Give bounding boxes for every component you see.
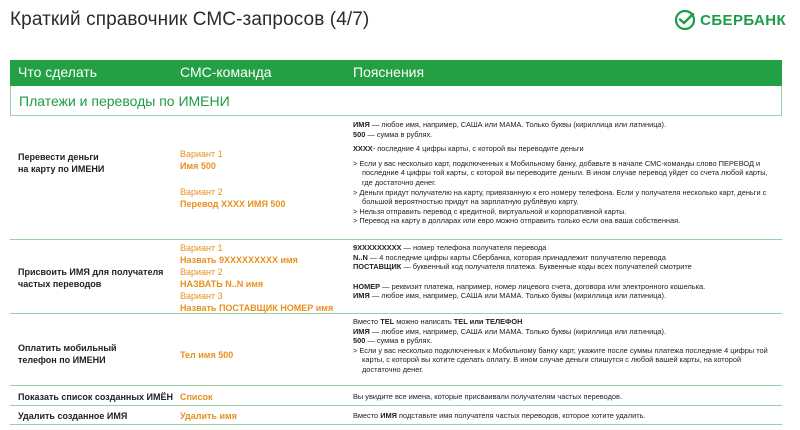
note-line: > Если у вас несколько карт, подключенных к Мобильному банку, добавьте в начале СМС-команды слово ПЕРЕВОД и последние 4 цифры той карты, с которой вы переводите деньги. В ином случае перевод уйдет со счета любой карты, где достаточно денег.: [353, 158, 768, 187]
note-line: НОМЕР — реквизит платежа, например, номер лицевого счета, договора или электронного кошелька.: [353, 281, 706, 291]
note-line: ИМЯ — любое имя, например, САША или МАМА. Только буквы (кириллица или латиница).: [353, 291, 667, 301]
notes-cell: [353, 392, 778, 402]
header-command: СМС-команда: [180, 64, 272, 80]
variant-label: Вариант 3: [180, 291, 223, 301]
sms-command: Удалить имя: [180, 411, 237, 421]
variant-label: Вариант 1: [180, 149, 223, 159]
note-line: ИМЯ — любое имя, например, САША или МАМА. Только буквы (кириллица или латиница).: [353, 120, 667, 129]
sms-command: НАЗВАТЬ N..N имя: [180, 279, 264, 289]
action-cell: [18, 266, 163, 290]
variant-label: Вариант 2: [180, 187, 223, 197]
variant-label: Вариант 2: [180, 267, 223, 277]
note-line: 9XXXXXXXXX — номер телефона получателя перевода: [353, 243, 547, 252]
note-line: > Деньги придут получателю на карту, привязанную к его номеру телефона. Если у получателя несколько карт, деньги с большой вероятностью придут на зарплатную рублёвую карту.: [353, 187, 767, 207]
note-line: 500 — сумма в рублях.: [353, 336, 433, 346]
page-title: Краткий справочник СМС-запросов (4/7): [10, 9, 370, 30]
notes-cell: [353, 120, 778, 226]
notes-cell: [353, 317, 778, 375]
variant-label: Вариант 1: [180, 243, 223, 253]
sms-command: Перевод XXXX ИМЯ 500: [180, 199, 286, 209]
note-line: 500 — сумма в рублях.: [353, 129, 433, 139]
action-text: Присвоить ИМЯ для получателя: [18, 267, 164, 277]
sberbank-logo-icon: [675, 10, 695, 30]
section-label: Платежи и переводы по ИМЕНИ: [19, 93, 230, 109]
notes-cell: [353, 243, 778, 301]
note-line: Вместо ИМЯ подставьте имя получателя частых переводов, которое хотите удалить.: [353, 411, 646, 420]
header-notes: Пояснения: [353, 64, 425, 80]
header-action: Что сделать: [18, 64, 98, 80]
table-row: [10, 406, 782, 425]
table-row: [10, 240, 782, 314]
note-line: > Нельзя отправить перевод с кредитной, виртуальной и корпоративной карты.: [353, 206, 627, 216]
note-line: XXXX- последние 4 цифры карты, с которой вы переводите деньги: [353, 144, 584, 154]
action-cell: [18, 391, 173, 403]
action-cell: [18, 342, 117, 366]
note-line: ПОСТАВЩИК — буквенный код получателя платежа. Буквенные коды всех получателей смотрите: [353, 262, 692, 272]
action-cell: [18, 410, 127, 422]
action-text: Перевести деньги: [18, 152, 99, 162]
action-text: на карту по ИМЕНИ: [18, 164, 105, 174]
table-header: [10, 60, 782, 86]
sms-command: Назвать 9XXXXXXXXX имя: [180, 255, 298, 265]
sms-command: Тел имя 500: [180, 350, 234, 360]
action-text: Оплатить мобильный: [18, 343, 117, 353]
note-line: N..N — 4 последние цифры карты Сбербанка, которая принадлежит получателю перевода: [353, 252, 666, 262]
table-row: [10, 117, 782, 240]
action-cell: [18, 151, 104, 175]
action-text: телефон по ИМЕНИ: [18, 355, 106, 365]
note-line: Вы увидите все имена, которые присваивали получателям частых переводов.: [353, 392, 622, 401]
note-line: > Если у вас несколько подключенных к Мобильному банку карт, укажите после суммы платежа последние 4 цифры той карты, с которой вы хотите сделать оплату. В ином случае деньги спишутся с любой вашей карты, на которой достаточно денег.: [353, 345, 768, 374]
table-row: [10, 314, 782, 386]
action-text: Удалить созданное ИМЯ: [18, 411, 128, 421]
brand-name: СБЕРБАНК: [700, 11, 786, 29]
note-line: > Перевод на карту в долларах или евро можно отправить только если она ваша собственная.: [353, 216, 681, 226]
note-line: ИМЯ — любое имя, например, САША или МАМА. Только буквы (кириллица или латиница).: [353, 326, 667, 336]
brand-logo: [675, 10, 786, 30]
sms-command: Назвать ПОСТАВЩИК НОМЕР имя: [180, 303, 334, 313]
section-title: [10, 86, 782, 116]
note-line: Вместо ТЕL можно написать ТЕL или ТЕЛЕФОН: [353, 317, 523, 326]
notes-cell: [353, 411, 778, 421]
action-text: Показать список созданных ИМЁН: [18, 392, 173, 402]
sms-command: Список: [180, 392, 213, 402]
table-row: [10, 386, 782, 406]
sms-command: Имя 500: [180, 161, 216, 171]
action-text: частых переводов: [18, 279, 102, 289]
